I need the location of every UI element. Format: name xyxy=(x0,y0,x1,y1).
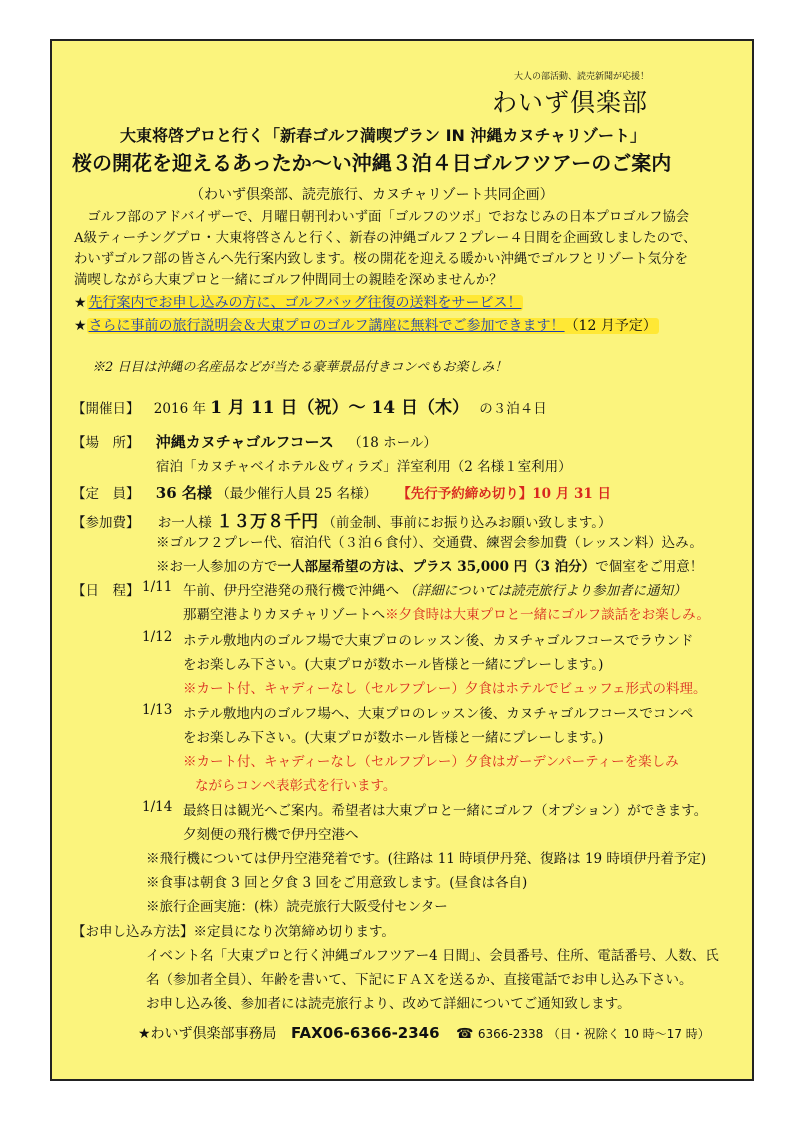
capacity-deadline: 【先行予約締め切り】10 月 31 日 xyxy=(397,486,611,502)
fee-label: 【参加費】 xyxy=(72,515,140,531)
place-label: 【場 所】 xyxy=(72,435,140,451)
fee-note: （前金制、事前にお振り込みお願い致します。） xyxy=(322,515,612,531)
apply-heading xyxy=(72,920,395,940)
capacity-label: 【定 員】 xyxy=(72,486,140,502)
intro-line: A級ティーチングプロ・大東将啓さんと行く、新春の沖縄ゴルフ２プレー４日間を企画致しましたので、 xyxy=(74,231,697,246)
phone-icon: ☎ xyxy=(456,1026,474,1042)
date-prefix: 2016 年 xyxy=(153,401,206,417)
capacity-main: 36 名様 xyxy=(155,484,212,502)
office-hours: （日・祝除く 10 時～17 時） xyxy=(547,1027,710,1041)
highlight-1-text: 先行案内でお申し込みの方に、ゴルフバッグ往復の送料をサービス！ xyxy=(88,295,522,311)
fee-includes: ※ゴルフ２プレー代、宿泊代（３泊６食付）、交通費、練習会参加費（レッスン料）込み。 xyxy=(156,535,703,551)
fee-single-c: で個室をご用意！ xyxy=(595,559,704,575)
day3-a: ホテル敷地内のゴルフ場へ、大東プロのレッスン後、カヌチャゴルフコースでコンペ xyxy=(183,706,694,722)
day1-date: 1/11 xyxy=(142,579,173,595)
day3-b: をお楽しみ下さい。(大東プロが数ホール皆様と一緒にプレーします。) xyxy=(183,730,604,746)
highlight-2 xyxy=(74,316,739,337)
apply-line: お申し込み後、参加者には読売旅行より、改めて詳細についてご通知致します。 xyxy=(146,996,631,1012)
day1-line xyxy=(183,579,687,599)
fee-main: １３万８千円 xyxy=(216,512,319,532)
highlight-1 xyxy=(74,293,739,314)
fee-row xyxy=(72,507,612,532)
intro xyxy=(74,207,739,337)
capacity-min: （最少催行人員 25 名様） xyxy=(216,486,377,502)
title-line2: 桜の開花を迎えるあったか～い沖縄３泊４日ゴルフツアーのご案内 xyxy=(72,151,672,175)
title-line1: 大東将啓プロと行く「新春ゴルフ満喫プラン IN 沖縄カヌチャリゾート」 xyxy=(120,126,647,145)
apply-line: 名（参加者全員）、年齢を書いて、下記にＦＡＸを送るか、直接電話でお申し込み下さい。 xyxy=(146,972,693,988)
hotel: 宿泊「カヌチャベイホテル＆ヴィラズ」洋室利用（2 名様１室利用） xyxy=(156,459,572,475)
footer xyxy=(138,1023,710,1043)
day2-b: をお楽しみ下さい。(大東プロが数ホール皆様と一緒にプレーします。) xyxy=(183,657,604,673)
fee-single-b: 一人部屋希望の方は、プラス 35,000 円（3 泊分） xyxy=(277,559,596,575)
prize-note: ※2 日目は沖縄の名産品などが当たる豪華景品付きコンペもお楽しみ！ xyxy=(92,360,508,375)
note-meal: ※食事は朝食 3 回と夕食 3 回をご用意致します。(昼食は各自) xyxy=(146,875,528,891)
logo: わいず倶楽部 xyxy=(492,88,649,117)
note-flight: ※飛行機については伊丹空港発着です。(往路は 11 時頃伊丹発、復路は 19 時頃伊丹着予定) xyxy=(146,851,707,867)
intro-line: 満喫しながら大東プロと一緒にゴルフ仲間同士の親睦を深めませんか？ xyxy=(74,273,503,288)
day2-a: ホテル敷地内のゴルフ場で大東プロのレッスン後、カヌチャゴルフコースでラウンド xyxy=(183,633,694,649)
highlight-2-text: さらに事前の旅行説明会＆大東プロのゴルフ講座に無料でご参加できます！ xyxy=(88,318,565,334)
day3-d: ながらコンペ表彰式を行います。 xyxy=(195,778,397,794)
fee-single xyxy=(156,555,703,575)
apply-note: ※定員になり次第締め切ります。 xyxy=(193,924,395,940)
day4-b: 夕刻便の飛行機で伊丹空港へ xyxy=(183,827,359,843)
logo-tagline: 大人の部活動、読売新聞が応援！ xyxy=(514,72,650,82)
apply-line: イベント名「大東プロと行く沖縄ゴルフツアー4 日間」、会員番号、住所、電話番号、人数、氏 xyxy=(146,948,719,964)
star-icon: ★ xyxy=(74,318,87,334)
day4-a: 最終日は観光へご案内。希望者は大東プロと一緒にゴルフ（オプション）ができます。 xyxy=(183,803,708,819)
fax-number: FAX06-6366-2346 xyxy=(291,1024,440,1042)
schedule-label: 【日 程】 xyxy=(72,583,140,599)
day1-d: ※夕食時は大東プロと一緒にゴルフ談話をお楽しみ。 xyxy=(385,607,710,623)
place-main: 沖縄カヌチャゴルフコース xyxy=(155,433,334,451)
capacity-row xyxy=(72,482,611,503)
phone-number: 6366-2338 xyxy=(477,1027,544,1041)
day1-c: 那覇空港よりカヌチャリゾートへ xyxy=(183,607,386,623)
office-name: ★わいず倶楽部事務局 xyxy=(138,1026,277,1042)
place-holes: （18 ホール） xyxy=(348,435,437,451)
day1-line2 xyxy=(183,603,710,623)
date-label: 【開催日】 xyxy=(72,401,140,417)
date-main: 1 月 11 日（祝）～ 14 日（木） xyxy=(210,398,469,418)
flyer xyxy=(50,39,754,1081)
intro-line: わいずゴルフ部の皆さんへ先行案内致します。桜の開花を迎える暖かい沖縄でゴルフとリゾート気分を xyxy=(74,252,688,267)
day2-date: 1/12 xyxy=(142,629,173,645)
fee-single-a: ※お一人参加の方で xyxy=(156,559,278,575)
place-row xyxy=(72,431,437,452)
star-icon: ★ xyxy=(74,295,87,311)
sponsors: （わいず倶楽部、読売旅行、カヌチャリゾート共同企画） xyxy=(190,187,554,203)
fee-prefix: お一人様 xyxy=(157,515,212,531)
day1-a: 午前、伊丹空港発の飛行機で沖縄へ xyxy=(183,583,399,599)
day3-c: ※カート付、キャディーなし（セルフプレー）夕食はガーデンパーティーを楽しみ xyxy=(183,754,679,770)
date-suffix: の３泊４日 xyxy=(479,401,547,417)
day1-b: （詳細については読売旅行より参加者に通知） xyxy=(403,583,687,599)
intro-line: ゴルフ部のアドバイザーで、月曜日朝刊わいず面「ゴルフのツボ」でおなじみの日本プロゴルフ協会 xyxy=(87,210,690,225)
day2-c: ※カート付、キャディーなし（セルフプレー）夕食はホテルでビュッフェ形式の料理。 xyxy=(183,681,707,697)
highlight-2-note: （12 月予定） xyxy=(564,318,657,334)
day3-date: 1/13 xyxy=(142,702,173,718)
note-organizer: ※旅行企画実施：(株）読売旅行大阪受付センター xyxy=(146,899,448,915)
date-row xyxy=(72,393,547,418)
day4-date: 1/14 xyxy=(142,799,173,815)
apply-label: 【お申し込み方法】 xyxy=(72,924,194,940)
